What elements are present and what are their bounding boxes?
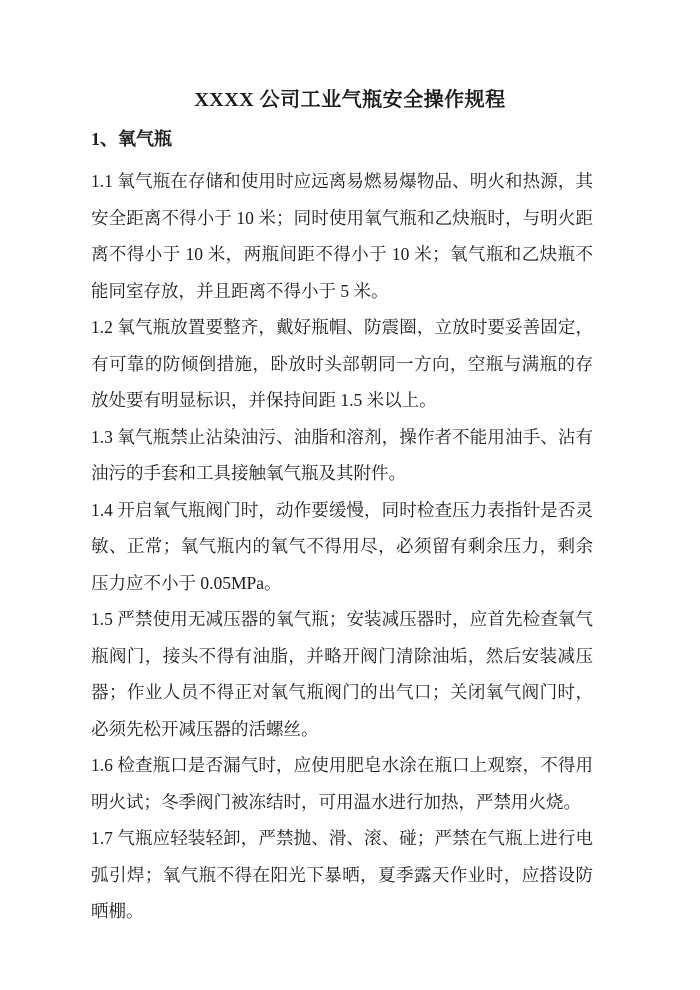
document-body [91, 127, 593, 930]
paragraph-1-4: 1.4 开启氧气瓶阀门时，动作要缓慢，同时检查压力表指针是否灵敏、正常；氧气瓶内的氧气不得用尽，必须留有剩余压力，剩余压力应不小于 0.05MPa。 [91, 499, 593, 593]
paragraph-1-6: 1.6 检查瓶口是否漏气时，应使用肥皂水涂在瓶口上观察，不得用明火试；冬季阀门被冻结时，可用温水进行加热，严禁用火烧。 [91, 755, 593, 812]
paragraph-1-5: 1.5 严禁使用无减压器的氧气瓶；安装减压器时，应首先检查氧气瓶阀门，接头不得有油脂，并略开阀门清除油垢，然后安装减压器；作业人员不得正对氧气瓶阀门的出气口；关闭氧气阀门时，必须先松开减压器的活螺丝。 [91, 609, 593, 739]
paragraph-1-2: 1.2 氧气瓶放置要整齐，戴好瓶帽、防震圈，立放时要妥善固定，有可靠的防倾倒措施，卧放时头部朝同一方向，空瓶与满瓶的存放处要有明显标识，并保持间距 1.5 米以上。 [91, 317, 593, 410]
paragraph-1-3: 1.3 氧气瓶禁止沾染油污、油脂和溶剂，操作者不能用油手、沾有油污的手套和工具接触氧气瓶及其附件。 [91, 426, 593, 483]
paragraph-1-7: 1.7 气瓶应轻装轻卸，严禁抛、滑、滚、碰；严禁在气瓶上进行电弧引焊；氧气瓶不得在阳光下暴晒，夏季露天作业时，应搭设防晒棚。 [91, 828, 593, 921]
section-heading-oxygen-cylinder: 1、氧气瓶 [91, 129, 172, 149]
document-title: XXXX 公司工业气瓶安全操作规程 [194, 89, 506, 111]
paragraph-1-1: 1.1 氧气瓶在存储和使用时应远离易燃易爆物品、明火和热源，其安全距离不得小于 10 米；同时使用氧气瓶和乙炔瓶时，与明火距离不得小于 10 米，两瓶间距不得小于 10 米；氧气瓶和乙炔瓶不能同室存放，并且距离不得小于 5 米。 [91, 171, 593, 301]
